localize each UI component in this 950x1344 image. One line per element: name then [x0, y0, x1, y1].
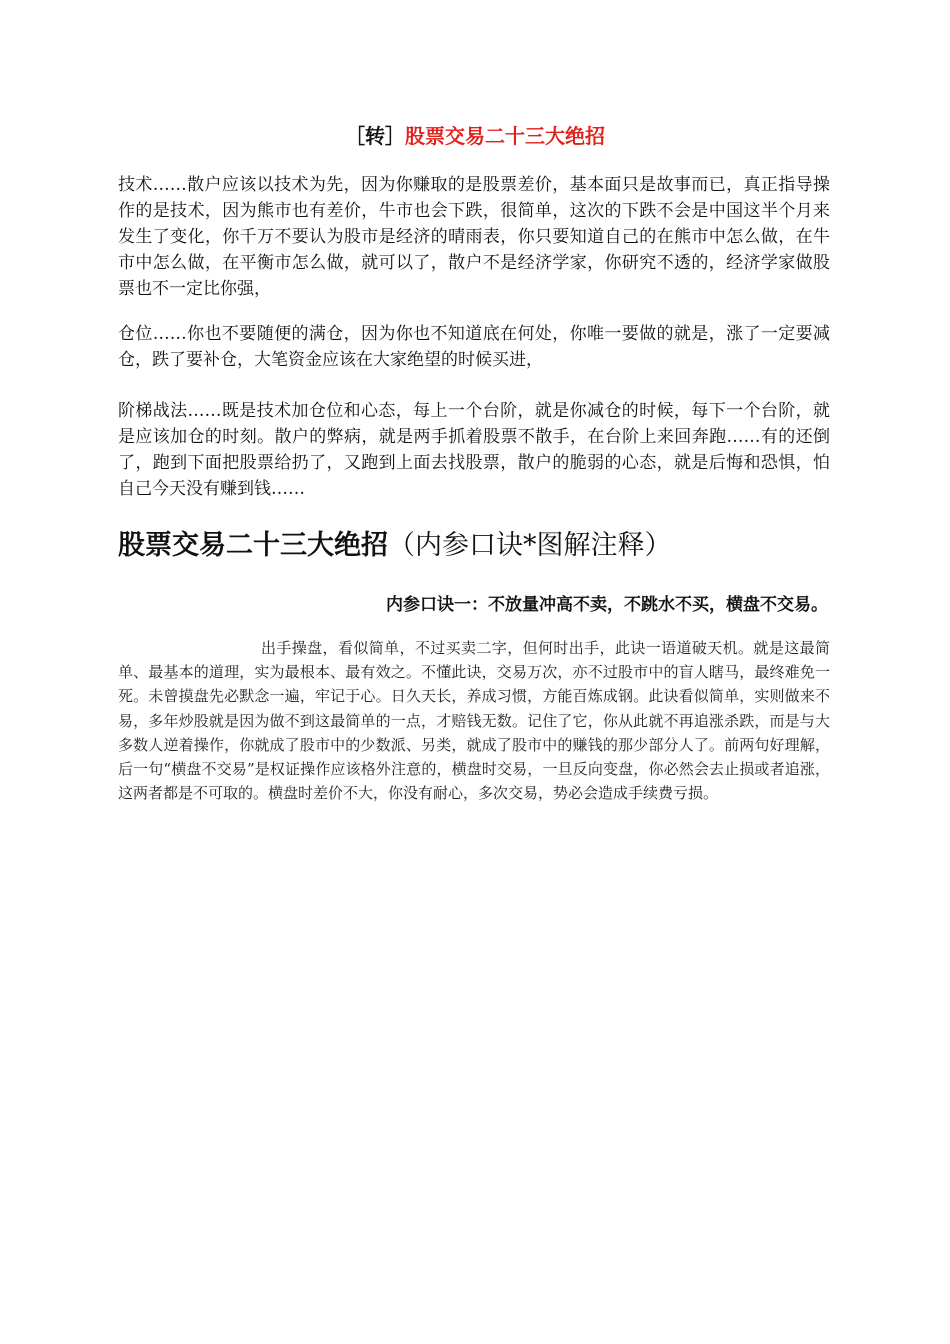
- title-main: 股票交易二十三大绝招: [405, 124, 605, 148]
- page-title: [0, 122, 950, 150]
- paragraph-technique: 技术……散户应该以技术为先，因为你赚取的是股票差价，基本面只是故事而已，真正指导操作的是技术，因为熊市也有差价，牛市也会下跌，很简单，这次的下跌不会是中国这半个月来发生了变化，你千万不要认为股市是经济的晴雨表，你只要知道自己的在熊市中怎么做，在牛市中怎么做，在平衡市怎么做，就可以了，散户不是经济学家，你研究不透的，经济学家做股票也不一定比你强，: [118, 175, 830, 299]
- subsection-body: 出手操盘，看似简单，不过买卖二字，但何时出手，此诀一语道破天机。就是这最简单、最基本的道理，实为最根本、最有效之。不懂此诀，交易万次，亦不过股市中的盲人瞎马，最终难免一死。未曾摸盘先必默念一遍，牢记于心。日久天长，养成习惯，方能百炼成钢。此诀看似简单，实则做来不易，多年炒股就是因为做不到这最简单的一点，才赔钱无数。记住了它，你从此就不再追涨杀跌，而是与大多数人逆着操作，你就成了股市中的少数派、另类，就成了股市中的赚钱的那少部分人了。前两句好理解，后一句“横盘不交易”是权证操作应该格外注意的，横盘时交易，一旦反向变盘，你必然会去止损或者追涨，这两者都是不可取的。横盘时差价不大，你没有耐心，多次交易，势必会造成手续费亏损。: [118, 639, 830, 803]
- section-heading-note: （内参口诀*图解注释）: [388, 530, 672, 561]
- paragraph-ladder-tactic: 阶梯战法……既是技术加仓位和心态，每上一个台阶，就是你减仓的时候，每下一个台阶，就是应该加仓的时刻。散户的弊病，就是两手抓着股票不散手，在台阶上来回奔跑……有的还倒了，跑到下面把股票给扔了，又跑到上面去找股票，散户的脆弱的心态，就是后悔和恐惧，怕自己今天没有赚到钱……: [118, 401, 830, 499]
- paragraph-position: 仓位……你也不要随便的满仓，因为你也不知道底在何处，你唯一要做的就是，涨了一定要减仓，跌了要补仓，大笔资金应该在大家绝望的时候买进，: [118, 324, 830, 370]
- subsection-heading: 内参口诀一：不放量冲高不卖，不跳水不买，横盘不交易。: [386, 595, 828, 615]
- title-repost-tag: ［转］: [345, 124, 405, 148]
- section-heading-main: 股票交易二十三大绝招: [118, 530, 388, 561]
- section-heading: [118, 526, 838, 566]
